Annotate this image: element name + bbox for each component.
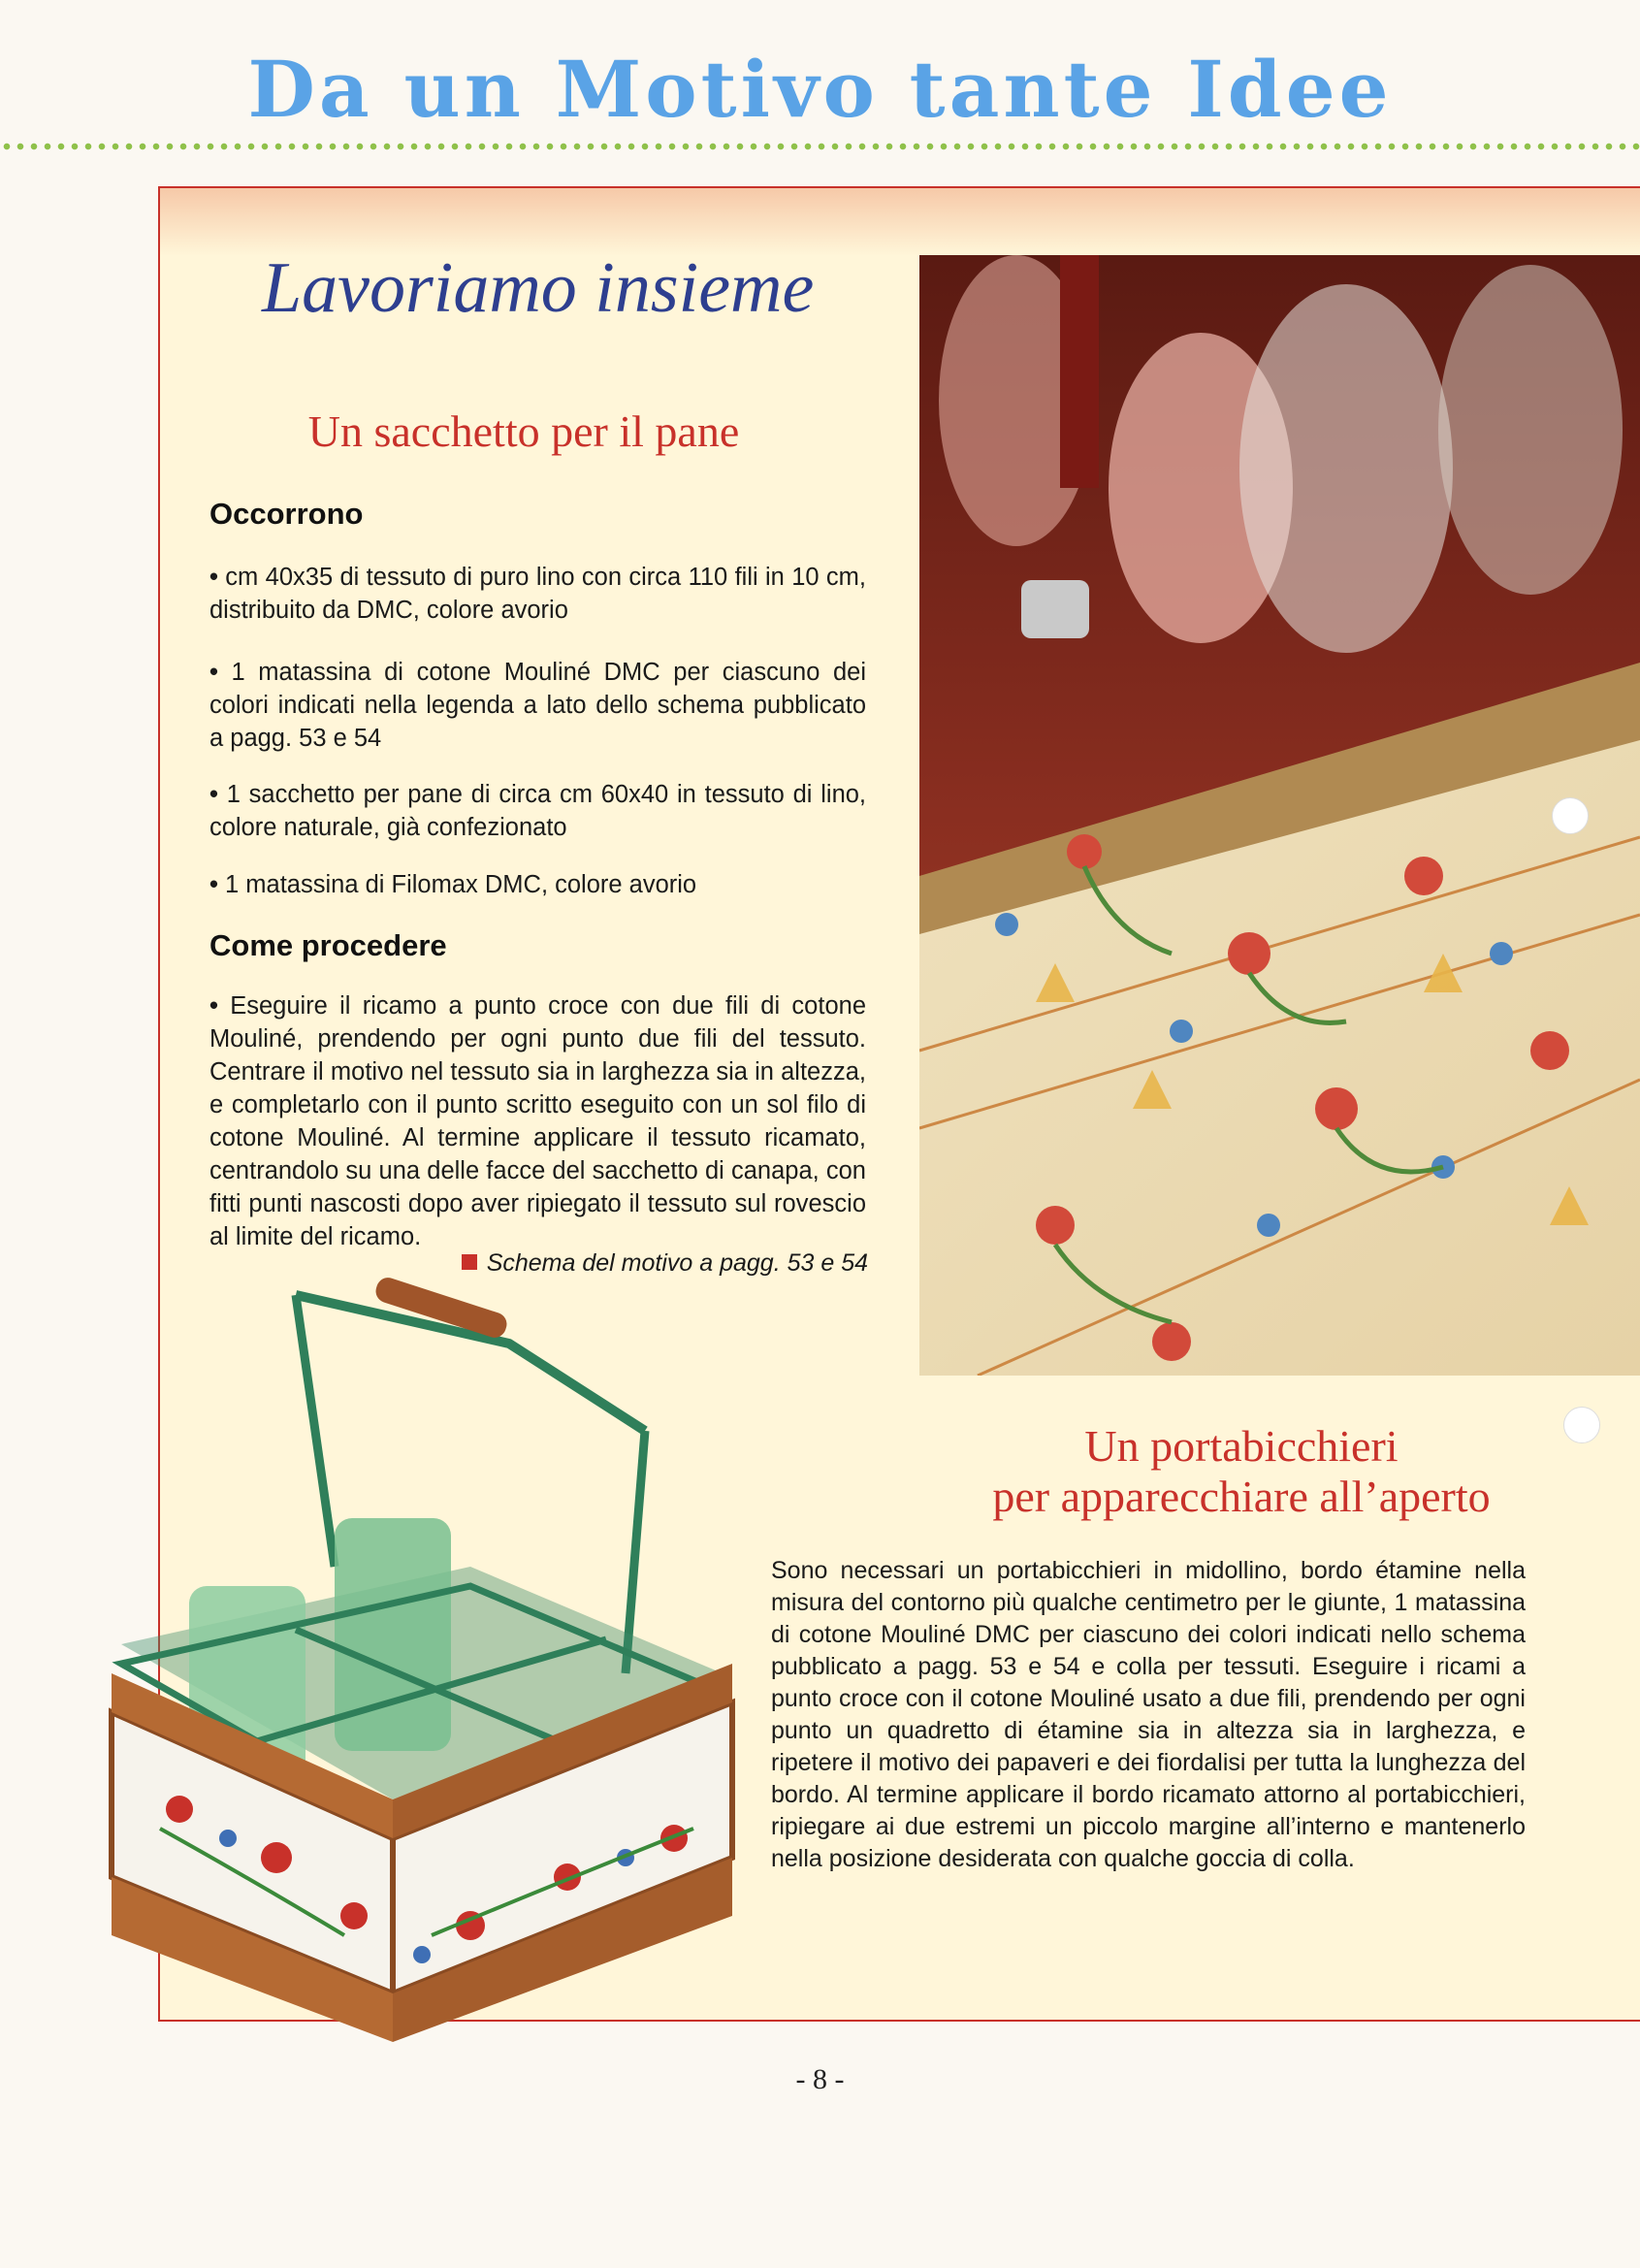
bread-bag-photo [919,255,1640,1376]
procedere-text: • Eseguire il ricamo a punto croce con due fili di cotone Mouliné, prendendo per ogni punto due fili del tessuto. Centrare il motivo nel tessuto sia in larghezza sia in altezza, e completarlo con il punto scritto eseguito con un sol filo di cotone Mouliné. Al termine applicare il tessuto ricamato, centrandolo su una delle facce del sacchetto di canapa, con fitti punti nascosti dopo aver ripiegato il tessuto sul rovescio al limite del ricamo. [209,989,866,1253]
section-title: Lavoriamo insieme [262,248,815,328]
occorrono-heading: Occorrono [209,497,364,531]
project-subtitle: Un sacchetto per il pane [307,406,740,456]
magazine-header-title: Da un Motivo tante Idee [247,44,1393,135]
dotted-divider [0,142,1640,151]
portabicchieri-text: Sono necessari un portabicchieri in midollino, bordo étamine nella misura del contorno più qualche centimetro per le giunte, 1 matassina di cotone Mouliné DMC per ciascuno dei colori indicati nello schema pubblicato a pagg. 53 e 54 e colla per tessuti. Eseguire i ricami a punto croce con il cotone Mouliné usato a due fili, prendendo per ogni punto un quadretto di étamine sia in altezza sia in larghezza, e ripetere il motivo dei papaveri e dei fiordalisi per tutta la lunghezza del bordo. Al termine applicare il bordo ricamato attorno al portabicchieri, ripiegare ai due estremi un piccolo margine all’interno e mantenerlo nella posizione desiderata con qualche goccia di colla. [771,1557,1526,1872]
portabicchieri-title-line1: Un portabicchieri [1084,1421,1399,1471]
panel-top-shade [160,188,1640,256]
material-item: • 1 matassina di Filomax DMC, colore avorio [209,868,866,901]
material-item: • 1 matassina di cotone Mouliné DMC per ciascuno dei colori indicati nella legenda a lato dello schema pubblicato a pagg. 53 e 54 [209,656,866,755]
glass-holder-basket-illustration [102,1256,742,2052]
procedere-heading: Come procedere [209,928,447,962]
portabicchieri-title-line2: per apparecchiare all’aperto [992,1472,1491,1521]
page-number: - 8 - [795,2063,845,2095]
portabicchieri-title [853,1421,1629,1522]
schema-reference-text: Schema del motivo a pagg. 53 e 54 [486,1249,868,1277]
binder-hole [1552,797,1589,834]
material-item: • cm 40x35 di tessuto di puro lino con circa 110 fili in 10 cm, distribuito da DMC, colore avorio [209,561,866,627]
material-item: • 1 sacchetto per pane di circa cm 60x40 in tessuto di lino, colore naturale, già confezionato [209,778,866,844]
